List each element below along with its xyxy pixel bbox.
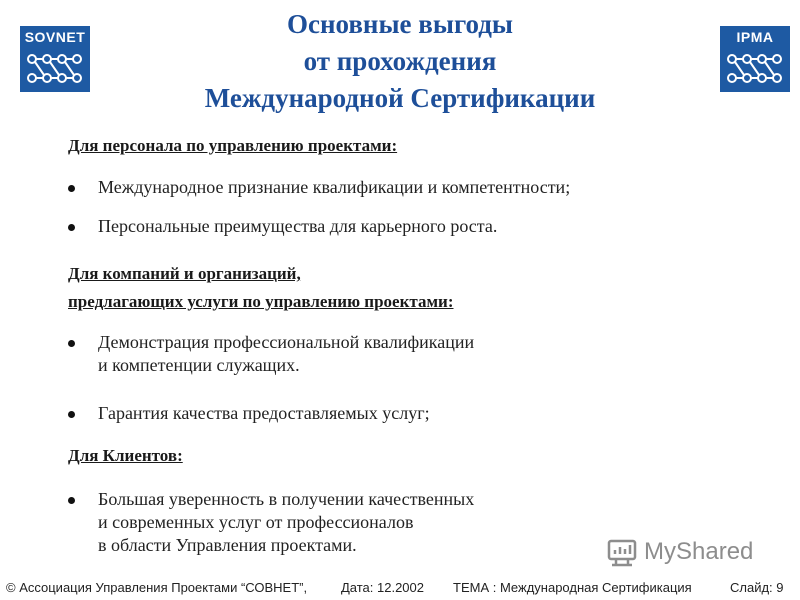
section-heading-personnel: Для персонала по управлению проектами: (68, 136, 398, 155)
bullet-dot-icon (68, 224, 75, 231)
myshared-logo-icon (606, 538, 638, 568)
footer-topic: ТЕМА : Международная Сертификация (453, 580, 692, 595)
bullet-text-line: Большая уверенность в получении качественных (98, 489, 475, 509)
bullet-dot-icon (68, 185, 75, 192)
slide-footer (0, 576, 800, 600)
section-heading-clients: Для Клиентов: (68, 446, 183, 465)
bullet-text: Персональные преимущества для карьерного роста. (98, 216, 498, 236)
sovnet-logo-text: SOVNET (24, 29, 86, 45)
ipma-logo-text: IPMA (736, 29, 774, 45)
bullet-text: Гарантия качества предоставляемых услуг; (98, 403, 430, 423)
section-heading-companies: Для компаний и организаций, (68, 264, 301, 283)
ipma-logo (720, 26, 790, 92)
sovnet-logo (20, 26, 90, 92)
section-heading-companies: предлагающих услуги по управлению проектами: (68, 292, 454, 311)
bullet-dot-icon (68, 497, 75, 504)
bullet-dot-icon (68, 411, 75, 418)
bullet-text-line: в области Управления проектами. (98, 535, 357, 555)
bullet-dot-icon (68, 340, 75, 347)
bullet-text (98, 488, 474, 557)
title-line: от прохождения (303, 46, 497, 76)
bullet-text-line: Демонстрация профессиональной квалификации (98, 332, 475, 352)
bullet-text-line: и компетенции служащих. (98, 355, 300, 375)
network-nodes-icon (725, 50, 785, 88)
title-line: Основные выгоды (286, 9, 514, 39)
footer-date: Дата: 12.2002 (341, 580, 425, 595)
slide-title (100, 6, 700, 117)
footer-slide-number: Слайд: 9 (730, 580, 784, 595)
footer-copyright: © Ассоциация Управления Проектами “СОВНЕТ”, (6, 580, 308, 595)
myshared-watermark (606, 536, 766, 572)
watermark-text: MyShared (644, 538, 754, 565)
network-nodes-icon (25, 50, 85, 88)
title-line: Международной Сертификации (204, 83, 596, 113)
bullet-text: Международное признание квалификации и компетентности; (98, 177, 571, 197)
bullet-text (98, 331, 474, 377)
bullet-text-line: и современных услуг от профессионалов (98, 512, 414, 532)
